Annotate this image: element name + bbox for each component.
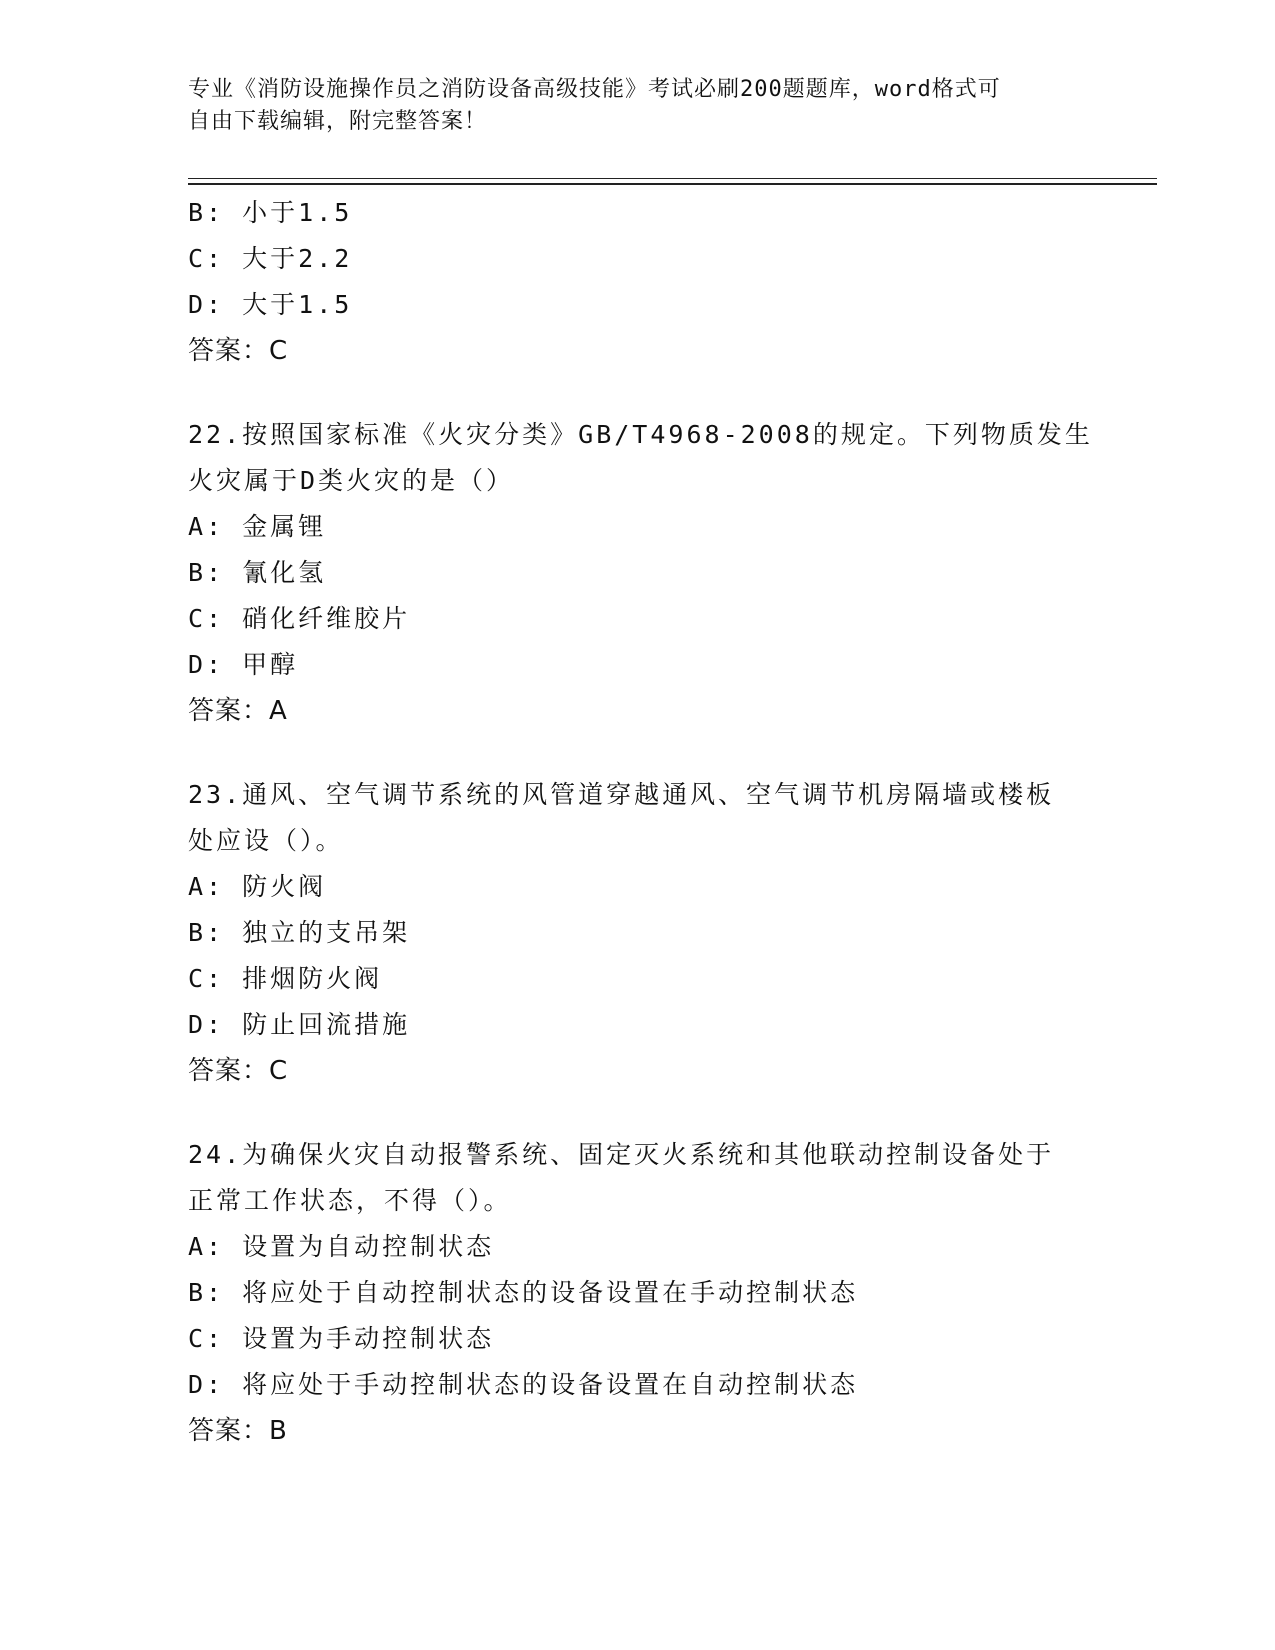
option-c: C: 硝化纤维胶片 <box>188 604 411 633</box>
question-block <box>188 190 1088 374</box>
option-c: C: 大于2.2 <box>188 244 353 273</box>
answer-line: 答案：B <box>188 1416 288 1446</box>
option-b: B: 氰化氢 <box>188 558 327 587</box>
option-c: C: 排烟防火阀 <box>188 964 383 993</box>
question-stem: 正常工作状态，不得（）。 <box>188 1186 512 1215</box>
question-stem: 火灾属于D类火灾的是（） <box>188 466 515 495</box>
header-divider <box>188 183 1157 185</box>
option-b: B: 小于1.5 <box>188 198 353 227</box>
option-c: C: 设置为手动控制状态 <box>188 1324 495 1353</box>
header-line: 专业《消防设施操作员之消防设备高级技能》考试必刷200题题库，word格式可 <box>188 77 1001 102</box>
option-a: A: 防火阀 <box>188 872 327 901</box>
question-stem: 23.通风、空气调节系统的风管道穿越通风、空气调节机房隔墙或楼板 <box>188 780 1055 809</box>
question-stem: 24.为确保火灾自动报警系统、固定灭火系统和其他联动控制设备处于 <box>188 1140 1055 1169</box>
option-a: A: 金属锂 <box>188 512 327 541</box>
question-list <box>188 190 1093 1454</box>
question-stem: 22.按照国家标准《火灾分类》GB/T4968-2008的规定。下列物质发生 <box>188 420 1093 449</box>
option-d: D: 将应处于手动控制状态的设备设置在自动控制状态 <box>188 1370 859 1399</box>
option-d: D: 防止回流措施 <box>188 1010 411 1039</box>
question-block <box>188 412 1093 734</box>
option-d: D: 大于1.5 <box>188 290 353 319</box>
header-divider <box>188 178 1157 179</box>
answer-line: 答案：C <box>188 336 289 366</box>
question-block <box>188 772 1088 1094</box>
header-line: 自由下载编辑，附完整答案！ <box>188 109 488 134</box>
answer-line: 答案：A <box>188 696 288 726</box>
option-a: A: 设置为自动控制状态 <box>188 1232 495 1261</box>
question-stem: 处应设（）。 <box>188 826 344 855</box>
question-block <box>188 1132 1088 1454</box>
option-b: B: 将应处于自动控制状态的设备设置在手动控制状态 <box>188 1278 859 1307</box>
answer-line: 答案：C <box>188 1056 289 1086</box>
option-d: D: 甲醇 <box>188 650 299 679</box>
document-header <box>188 74 1068 138</box>
option-b: B: 独立的支吊架 <box>188 918 411 947</box>
